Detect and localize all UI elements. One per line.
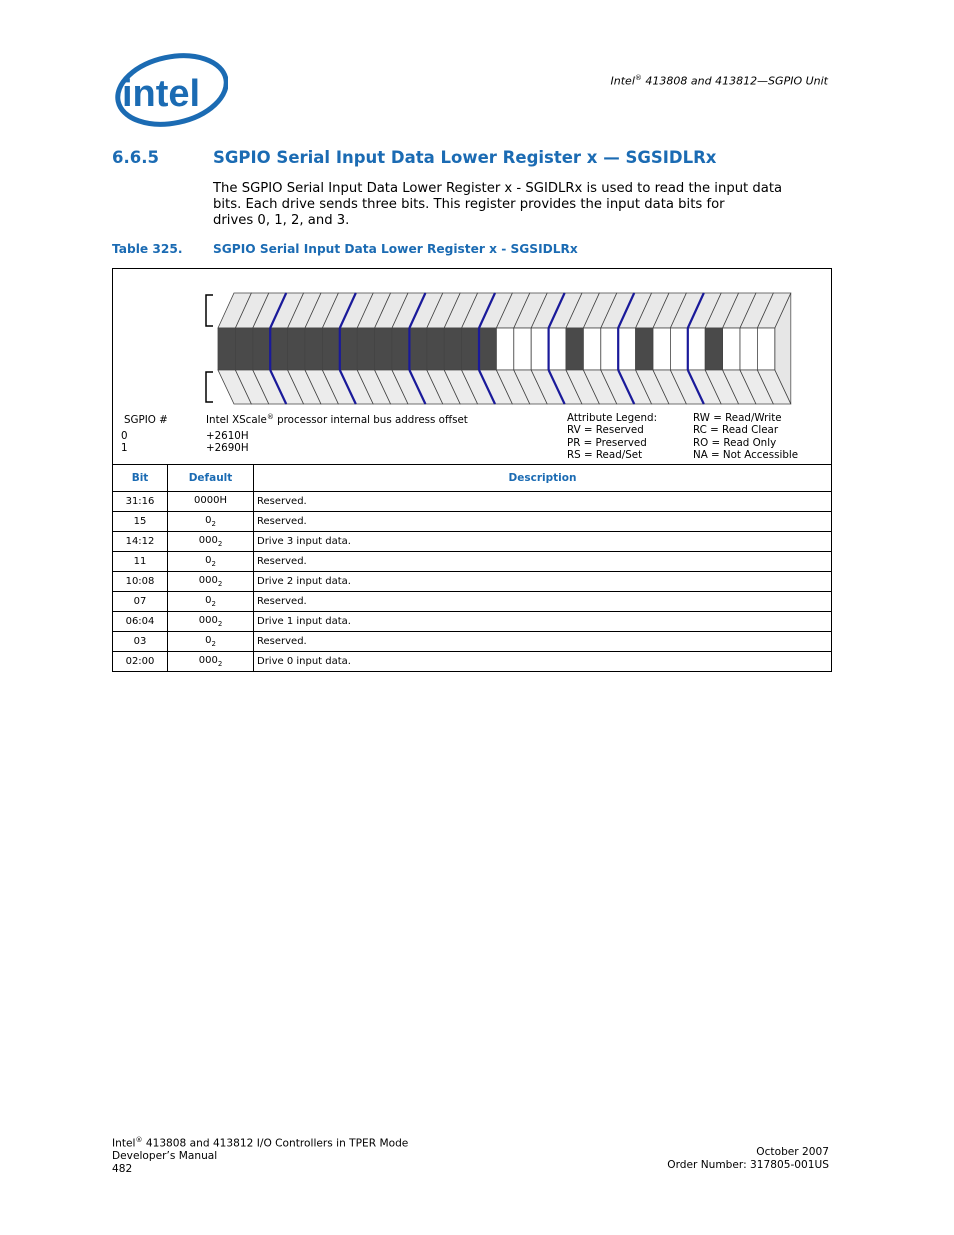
cell-description: Reserved. bbox=[254, 632, 832, 652]
attr-rc: RC = Read Clear bbox=[693, 424, 779, 436]
cell-description: Drive 1 input data. bbox=[254, 612, 832, 632]
table-row bbox=[113, 572, 832, 592]
col-default: Default bbox=[168, 465, 254, 492]
table-title: SGPIO Serial Input Data Lower Register x - SGSIDLRx bbox=[213, 242, 578, 256]
intro-line: The SGPIO Serial Input Data Lower Register x - SGIDLRx is used to read the input data bbox=[213, 181, 783, 196]
header-title: 413808 and 413812—SGPIO Unit bbox=[645, 74, 828, 88]
bit-cell bbox=[531, 328, 548, 370]
header-brand-mark: ® bbox=[634, 74, 642, 82]
bit-field-table bbox=[112, 464, 832, 672]
bit-cell bbox=[723, 328, 740, 370]
attr-rv: RV = Reserved bbox=[567, 424, 644, 436]
bit-cell bbox=[288, 328, 305, 370]
bit-cell bbox=[375, 328, 392, 370]
cell-description: Drive 0 input data. bbox=[254, 652, 832, 672]
cell-description: Reserved. bbox=[254, 512, 832, 532]
cell-default: $0_2$ bbox=[168, 632, 254, 652]
footer-left bbox=[112, 1134, 408, 1175]
cell-default: $0_2$ bbox=[168, 592, 254, 612]
bit-cell bbox=[427, 328, 444, 370]
attribute-legend-title: Attribute Legend: bbox=[567, 412, 658, 424]
attr-na: NA = Not Accessible bbox=[693, 449, 799, 461]
bracket-bottom bbox=[206, 372, 213, 402]
cell-bit: 03 bbox=[113, 632, 168, 652]
register-diagram-box bbox=[112, 268, 832, 465]
cell-description: Drive 3 input data. bbox=[254, 532, 832, 552]
cell-default: $000_2$ bbox=[168, 612, 254, 632]
intel-logo bbox=[108, 50, 228, 130]
cell-default: $0_2$ bbox=[168, 512, 254, 532]
register-diagram bbox=[113, 269, 831, 465]
legend-offset-1: +2690H bbox=[206, 442, 249, 454]
cell-bit: 02:00 bbox=[113, 652, 168, 672]
section-number: 6.6.5 bbox=[112, 148, 159, 167]
table-row bbox=[113, 532, 832, 552]
bracket-top bbox=[206, 295, 213, 326]
cell-bit: 06:04 bbox=[113, 612, 168, 632]
bit-cell bbox=[444, 328, 461, 370]
cell-default: $0_2$ bbox=[168, 552, 254, 572]
table-row bbox=[113, 552, 832, 572]
header-brand: Intel bbox=[610, 74, 635, 88]
cell-description: Reserved. bbox=[254, 592, 832, 612]
bit-cell bbox=[705, 328, 722, 370]
bit-cell bbox=[636, 328, 653, 370]
footer-manual: Developer’s Manual bbox=[112, 1150, 218, 1163]
cell-bit: 10:08 bbox=[113, 572, 168, 592]
attr-ro: RO = Read Only bbox=[693, 437, 777, 449]
legend-sgpio-1: 1 bbox=[121, 442, 128, 454]
table-row bbox=[113, 592, 832, 612]
bit-cell bbox=[305, 328, 322, 370]
cell-bit: 31:16 bbox=[113, 492, 168, 512]
attr-rs: RS = Read/Set bbox=[567, 449, 643, 461]
table-label: Table 325. bbox=[112, 242, 183, 256]
footer-date: October 2007 bbox=[756, 1146, 829, 1158]
bit-cell bbox=[322, 328, 339, 370]
running-header bbox=[611, 74, 828, 88]
bit-cell bbox=[218, 328, 235, 370]
page-number: 482 bbox=[112, 1162, 133, 1175]
bit-cell bbox=[566, 328, 583, 370]
bit-cell bbox=[670, 328, 687, 370]
attr-rw: RW = Read/Write bbox=[693, 412, 782, 424]
bit-cell bbox=[618, 328, 635, 370]
bit-cell bbox=[357, 328, 374, 370]
bit-cell bbox=[757, 328, 774, 370]
bit-cell bbox=[270, 328, 287, 370]
bit-cell bbox=[235, 328, 252, 370]
footer-product: Intel® 413808 and 413812 I/O Controllers in TPER Mode bbox=[112, 1136, 409, 1150]
table-row bbox=[113, 612, 832, 632]
table-row bbox=[113, 512, 832, 532]
cell-description: Reserved. bbox=[254, 552, 832, 572]
bit-cell bbox=[340, 328, 357, 370]
intro-paragraph bbox=[213, 181, 843, 229]
table-row bbox=[113, 492, 832, 512]
attr-pr: PR = Preserved bbox=[567, 437, 647, 449]
legend-sgpio-header: SGPIO # bbox=[124, 414, 168, 426]
bit-cell bbox=[409, 328, 426, 370]
bit-cell bbox=[583, 328, 600, 370]
intro-line: drives 0, 1, 2, and 3. bbox=[213, 213, 350, 228]
cell-description: Drive 2 input data. bbox=[254, 572, 832, 592]
cell-bit: 11 bbox=[113, 552, 168, 572]
legend-offset-0: +2610H bbox=[206, 430, 249, 442]
col-description: Description bbox=[254, 465, 832, 492]
legend-sgpio-0: 0 bbox=[121, 430, 128, 442]
cell-bit: 07 bbox=[113, 592, 168, 612]
legend-offset-header: Intel XScale® processor internal bus address offset bbox=[206, 413, 468, 426]
cell-bit: 14:12 bbox=[113, 532, 168, 552]
svg-text:intel: intel bbox=[122, 73, 201, 115]
cell-bit: 15 bbox=[113, 512, 168, 532]
cell-default: $000_2$ bbox=[168, 652, 254, 672]
bit-cell bbox=[514, 328, 531, 370]
intro-line: bits. Each drive sends three bits. This register provides the input data bits for bbox=[213, 197, 725, 212]
cell-description: Reserved. bbox=[254, 492, 832, 512]
bit-cell bbox=[653, 328, 670, 370]
table-row bbox=[113, 632, 832, 652]
bit-cell bbox=[601, 328, 618, 370]
col-bit: Bit bbox=[113, 465, 168, 492]
bit-cell bbox=[549, 328, 566, 370]
cell-default: 0000H bbox=[168, 492, 254, 512]
bit-cell bbox=[462, 328, 479, 370]
bit-cell bbox=[479, 328, 496, 370]
bit-cell bbox=[253, 328, 270, 370]
footer-order-number: Order Number: 317805-001US bbox=[667, 1158, 829, 1171]
bit-cell bbox=[688, 328, 705, 370]
section-title: SGPIO Serial Input Data Lower Register x — SGSIDLRx bbox=[213, 148, 717, 167]
table-header-row bbox=[113, 465, 832, 492]
footer-right bbox=[667, 1146, 829, 1171]
table-row bbox=[113, 652, 832, 672]
cell-default: $000_2$ bbox=[168, 572, 254, 592]
bit-cell bbox=[740, 328, 757, 370]
cell-default: $000_2$ bbox=[168, 532, 254, 552]
bit-cell bbox=[496, 328, 513, 370]
bit-cell bbox=[392, 328, 409, 370]
